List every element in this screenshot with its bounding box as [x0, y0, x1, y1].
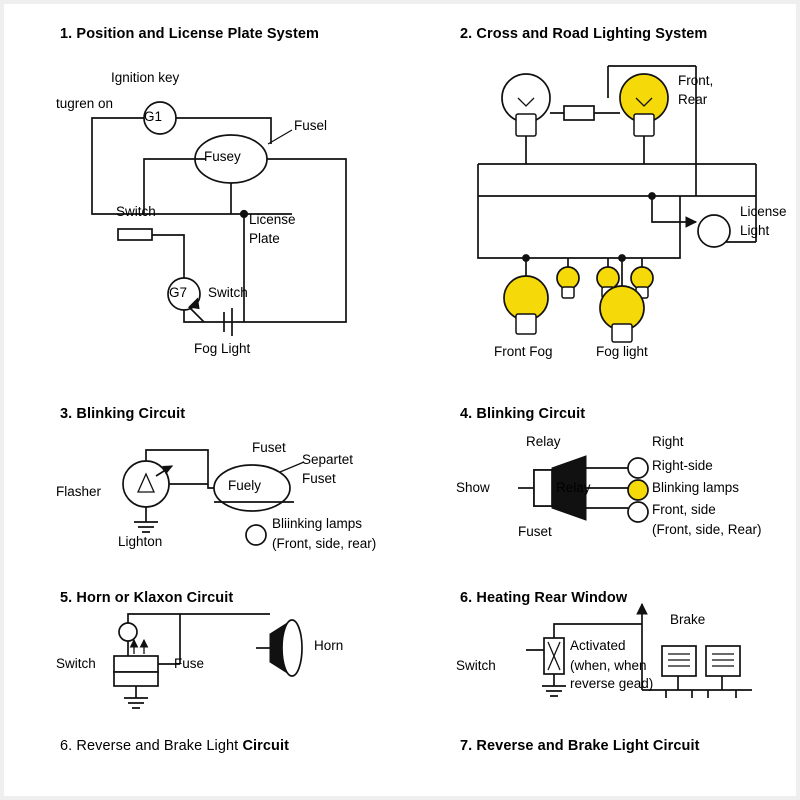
- panel-7-left-title: [60, 738, 289, 754]
- label-right-side: Right-side: [652, 458, 713, 473]
- panel-4-schematic: [456, 406, 796, 566]
- label-g1: G1: [144, 109, 163, 124]
- label-fusey: Fusey: [204, 149, 241, 164]
- lamp-row-small: [557, 258, 653, 298]
- label-relay-top: Relay: [526, 434, 561, 449]
- label-fog-light-2: Fog light: [596, 344, 648, 359]
- panel-5-title: 5. Horn or Klaxon Circuit: [60, 590, 234, 606]
- label-front-side: Front, side: [652, 502, 716, 517]
- label-license-light-2: Light: [740, 223, 770, 238]
- label-activated: Activated: [570, 638, 626, 653]
- label-brake: Brake: [670, 612, 706, 627]
- label-tugren-on: tugren on: [56, 96, 114, 111]
- label-switch-6: Switch: [456, 658, 496, 673]
- label-front: Front,: [678, 73, 714, 88]
- label-license-light-1: License: [740, 204, 787, 219]
- panel-6-schematic: [456, 590, 796, 720]
- panel-5-schematic: [56, 590, 396, 720]
- panel-7-right-title: 7. Reverse and Brake Light Circuit: [460, 738, 700, 754]
- horn-symbol: [256, 620, 302, 676]
- panel-3-title: 3. Blinking Circuit: [60, 406, 186, 422]
- label-bliinking-lamps: Bliinking lamps: [272, 516, 363, 531]
- label-front-fog: Front Fog: [494, 344, 553, 359]
- panel-reverse-brake-right: [456, 738, 796, 764]
- label-license: License: [249, 212, 296, 227]
- bulb-headlight-right: [620, 74, 668, 136]
- panel-cross-road-lighting-system: [456, 26, 796, 376]
- label-fuset-3b: Fuset: [302, 471, 336, 486]
- panel-2-schematic: [456, 26, 796, 376]
- label-separtet: Separtet: [302, 452, 354, 467]
- label-fuse-5: Fuse: [174, 656, 205, 671]
- label-fuely: Fuely: [228, 478, 262, 493]
- panel-7-left-title-tail: Circuit: [242, 738, 290, 754]
- label-relay-mid: Relay: [556, 480, 591, 495]
- panel-1-schematic: [56, 26, 396, 366]
- panel-heating-rear-window: [456, 590, 796, 720]
- panel-2-title: 2. Cross and Road Lighting System: [460, 26, 708, 42]
- panel-6-title: 6. Heating Rear Window: [460, 590, 628, 606]
- label-front-side-rear: (Front, side, Rear): [652, 522, 762, 537]
- label-flasher: Flasher: [56, 484, 102, 499]
- label-right: Right: [652, 434, 684, 449]
- label-rear: Rear: [678, 92, 708, 107]
- bulb-front-fog: [504, 258, 548, 334]
- panel-4-title: 4. Blinking Circuit: [460, 406, 586, 422]
- panel-reverse-brake-left: [56, 738, 396, 764]
- label-reverse-gead: reverse gead): [570, 676, 654, 691]
- label-show: Show: [456, 480, 490, 495]
- label-fuset-4: Fuset: [518, 524, 552, 539]
- panel-blinking-circuit-right: [456, 406, 796, 566]
- label-horn: Horn: [314, 638, 344, 653]
- panel-7-left-title-lead: 6. Reverse and Brake Light: [60, 738, 243, 754]
- label-fog-light: Fog Light: [194, 341, 251, 356]
- panel-1-title: 1. Position and License Plate System: [60, 26, 320, 42]
- label-switch-5: Switch: [56, 656, 96, 671]
- label-fusel: Fusel: [294, 118, 328, 133]
- label-lighton: Lighton: [118, 534, 163, 549]
- label-fuset-3: Fuset: [252, 440, 286, 455]
- label-switch-upper: Switch: [116, 204, 156, 219]
- panel-blinking-circuit-left: [56, 406, 396, 566]
- label-plate: Plate: [249, 231, 280, 246]
- panel-position-license-plate-system: [56, 26, 396, 366]
- label-switch-lower: Switch: [208, 285, 248, 300]
- label-bliinking-lamps-sub: (Front, side, rear): [272, 536, 377, 551]
- label-blinking-lamps-4: Blinking lamps: [652, 480, 740, 495]
- label-when-when: (when, when: [570, 658, 647, 673]
- label-g7: G7: [169, 285, 188, 300]
- panel-horn-klaxon-circuit: [56, 590, 396, 720]
- bulb-headlight-left: [502, 74, 550, 136]
- label-ignition-key: Ignition key: [111, 70, 180, 85]
